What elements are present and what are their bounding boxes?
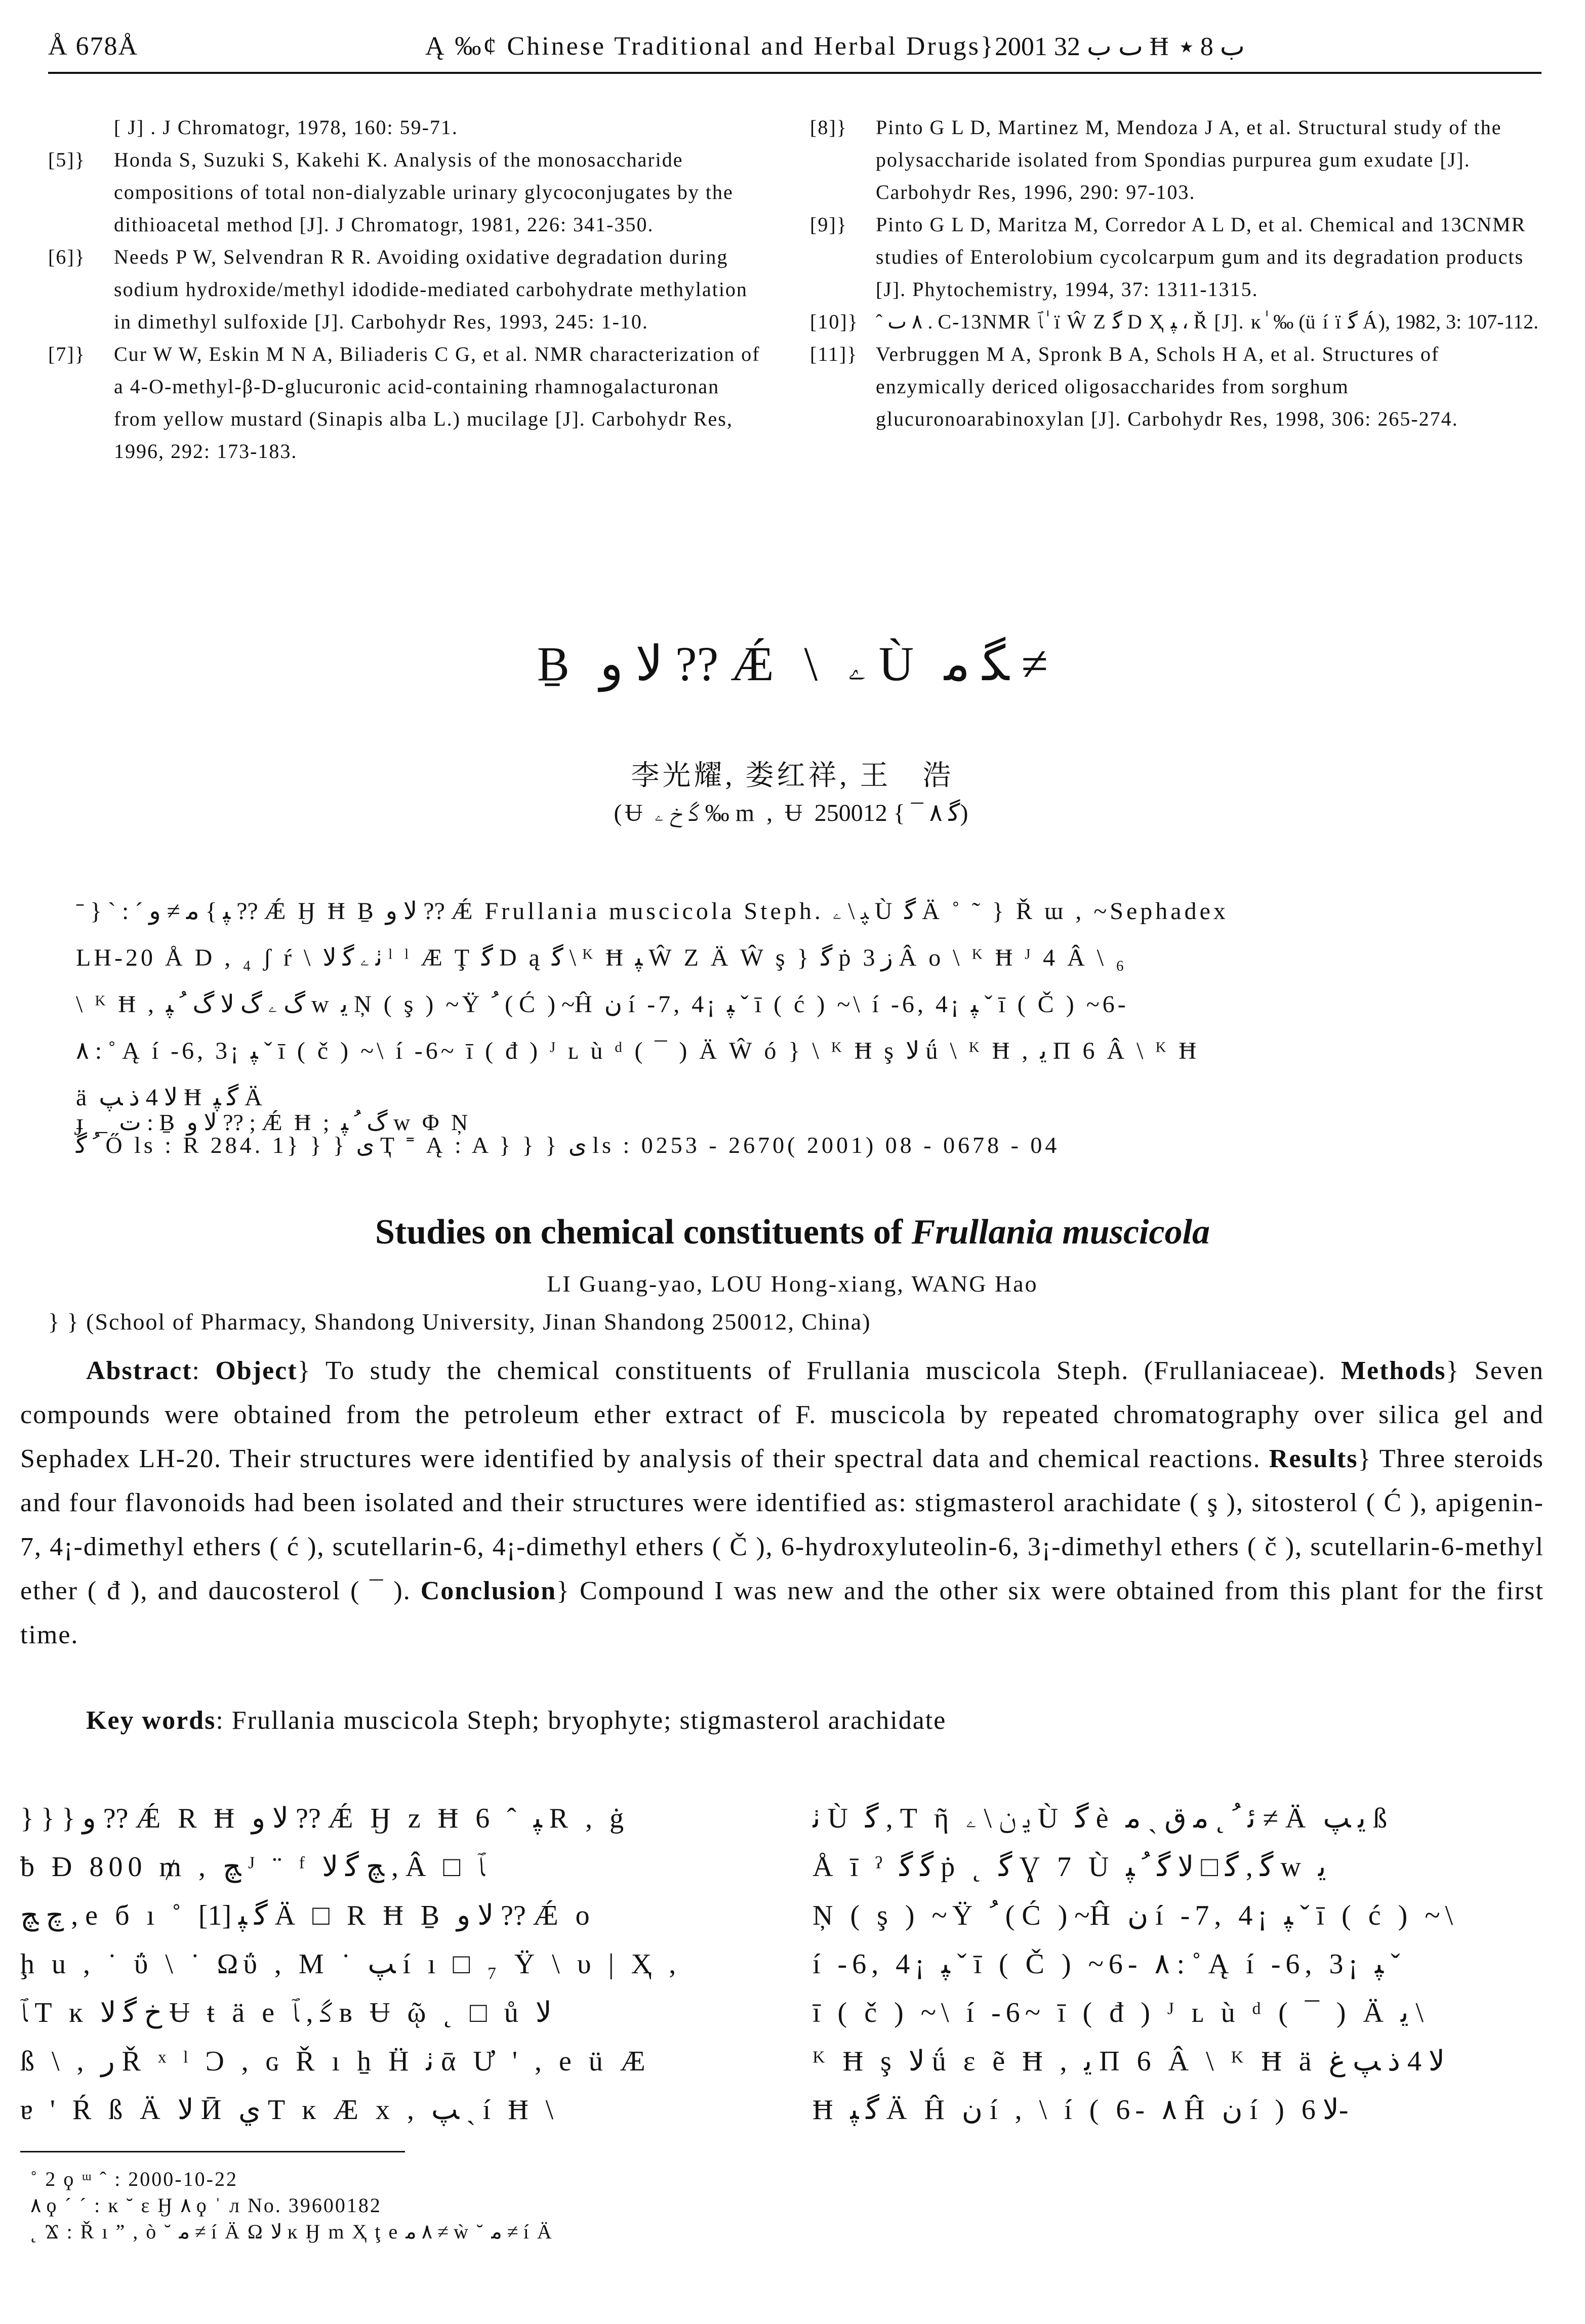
keywords-label: Key words <box>86 1706 216 1735</box>
conclusion-label: Conclusion <box>420 1576 557 1605</box>
body-line: ƀ Ð 800 ₥ , ﭻ ᴶ ¨ ᶠ ﭻ ﮔ ﻻ , Â □ ﭑ <box>20 1851 485 1883</box>
conclusion-text: } Compound I was new and the other six were obtained from this plant for the first time. <box>20 1576 1544 1649</box>
reference-continuation: [ J] . J Chromatogr, 1978, 160: 59-71. <box>114 116 458 139</box>
body-line: ﭺ ﭻ , e б ı ˚ ﮔ ﭙ [1] Ä □ R Ħ Ḇ ﻻ ﻭ ?? Ǽ o <box>20 1900 595 1931</box>
object-label: Object <box>215 1356 298 1385</box>
reference-6: [6]} Needs P W, Selvendran R R. Avoiding oxidative degradation during sodium hydroxide/methyl idodide-mediated carbohydrate methylation in dimethyl sulfoxide [J]. Carbohydr Res, 1993, 245: 1-10. <box>48 245 748 333</box>
footnote-line: ٨ ϙ ˊ ˊ : ĸ ˘ ε Ӈ ٨ ϙ ˈ л No. 39600182 <box>30 2194 382 2217</box>
methods-label: Methods <box>1340 1356 1446 1385</box>
reference-5: [5]} Honda S, Suzuki S, Kakehi K. Analysis of the monosaccharide compositions of total non-dialyzable urinary glycoconjugates by the dithioacetal method [J]. J Chromatogr, 1981, 226: 341-350. <box>48 148 734 236</box>
reference-11: [11]} Verbruggen M A, Spronk B A, Schols H A, et al. Structures of enzymically dericed oligosaccharides from sorghum glucuronoarabinoxylan [J]. Carbohydr Res, 1998, 306: 265-274. <box>810 343 1458 430</box>
object-text: } To study the chemical constituents of Frullania muscicola Steph. (Frullaniaceae). <box>297 1356 1326 1385</box>
chinese-abstract-line: \ ᴷ Ħ , ﮒ ۦ ﮒ ﻻ ﮒ ﹸ ﭙ w ﯾ Ņ ( ş ) ~Ÿ ﹸ ( Ć ) ~Ĥ ﻥ í -7, 4¡ ﭙ ˇ ī ( ć ) ~\ í -6, 4¡ ﭙ ˇ ī ( Č ) ~6- <box>76 991 1129 1018</box>
header-rule <box>48 72 1541 74</box>
references-left <box>48 111 762 468</box>
chinese-abstract <box>76 888 1514 1121</box>
english-title-species: Frullania muscicola <box>911 1213 1210 1252</box>
english-abstract: Abstract: Object} To study the chemical constituents of Frullania muscicola Steph. (Frullaniaceae). Methods} Seven compounds were obtained from the petroleum ether extract of F. muscicola by repeated chromatography over silica gel and Sephadex LH-20. Their structures were identified by analysis of their spectral data and chemical reactions. Results} Three steroids and four flavonoids had been isolated and their structures were identified as: stigmasterol arachidate ( ş ), sitosterol ( Ć ), apigenin-7, 4¡-dimethyl ethers ( ć ), scutellarin-6, 4¡-dimethyl ethers ( Č ), 6-hydroxyluteolin-6, 3¡-dimethyl ethers ( č ), scutellarin-6-methyl ether ( đ ), and daucosterol ( ¯ ). Conclusion} Compound I was new and the other six were obtained from this plant for the first time. <box>20 1356 1545 1649</box>
chinese-abstract-line: LH-20 Å D , ₄ ʃ ŕ \ ﭠ ۦ ﮔ ﻻ ˡ ˡ Æ Ţ ﮔ D ą ﮔ \ ᴷ Ħ ﭙ Ŵ Z Ä Ŵ ş } ﮔ ṗ ﺯ 3 Â o \ ᴷ Ħ ᴶ 4 Â \ ₆ <box>76 944 1127 971</box>
english-title <box>0 1212 1585 1253</box>
reference-8: [8]} Pinto G L D, Martinez M, Mendoza J A, et al. Structural study of the polysaccharide isolated from Spondias purpurea gum exudate [J]. Carbohydr Res, 1996, 290: 97-103. <box>810 116 1502 203</box>
body-line: í -6, 4¡ ﭙ ˇ ī ( Č ) ~6- ٨ : ˚ Ą í -6, 3¡ ﭙ ˇ <box>812 1948 1400 1980</box>
keywords-text: : Frullania muscicola Steph; bryophyte; stigmasterol arachidate <box>216 1706 947 1735</box>
footnote-line: ˛ Ϫ : Ř ı ˮ , ò ˘ ﻣ ≠ í Ä Ω ﻻ ĸ Ӈ m Ҳ ţ e ٨ ﻣ ≠ ẁ ˘ ﻣ ≠ í Ä <box>30 2220 553 2243</box>
journal-title: Ą ‰¢ Chinese Traditional and Herbal Drugs} <box>425 32 995 61</box>
chinese-classification: ﹸ ﮔ Ő ls : R 284. 1} } } ﻯ Ҭ ˭ Ą : A } } } ﻯ ls : 0253 - 2670( 2001) 08 - 0678 - 04 <box>76 1132 1060 1158</box>
english-affiliation: } } (School of Pharmacy, Shandong University, Jinan Shandong 250012, China) <box>48 1309 871 1335</box>
chinese-abstract-line: ٨ : ˚ Ą í -6, 3¡ ﭙ ˇ ī ( č ) ~\ í -6~ ī ( đ ) ᴶ ʟ ù ᵈ ( ¯ ) Ä Ŵ ó } \ ᴷ Ħ ş ﻻ ǘ \ ᴷ Ħ , ﯾ Π 6 Â \ ᴷ Ħ <box>76 1038 1200 1064</box>
footnote-line: ˚ 2 ϙ ᵚ ˆ : 2000-10-22 <box>30 2168 238 2190</box>
body-line: ḩ u , ˙ ΰ \ ˙ Ωΰ , M ˙ ﭗ í ı □ ₇ Ÿ \ υ | Ҳ , <box>20 1948 681 1980</box>
body-line: ᴷ Ħ ş ﻻ ǘ ε ẽ Ħ , ﯾ Π 6 Â \ ᴷ Ħ ä ﻻ 4 ﺫ ﭗ ﻍ <box>812 2046 1445 2077</box>
reference-10: [10]} ˆ ٨ ٮ . C-13NMR ﭑ ٰ ï Ŵ Z ﮔ D Ҳ ﭙ ، Ř [J]. ĸ ٰ ‰ (ü í ï ﮔ Á), 1982, 3: 107-112. <box>810 310 1539 333</box>
body-line: ɐ ' Ŕ ß Ä ﻻ Ӣ ﻱ T ĸ Æ x , ﭗ ˏ í Ħ \ <box>20 2094 559 2126</box>
english-authors: LI Guang-yao, LOU Hong-xiang, WANG Hao <box>547 1271 1038 1297</box>
footnote <box>30 2166 1498 2245</box>
chinese-title: Ḇ ﻻ ﻭ ?? Ǽ \ ۦ Ù ﮕ ﻣ ≠ <box>537 637 1048 691</box>
results-label: Results <box>1269 1444 1358 1473</box>
chinese-keywords: ɟ _ ﺕ : Ḇ ﻻ ﻭ ?? ; Ǽ Ħ ; ﮒ ﹸ ﭙ w Φ Ņ <box>76 1109 471 1135</box>
body-line: Ħ ﮔ ﭙ Ä Ĥ ﻥ í , \ í ( 6- ٨ Ĥ ﻥ í ) ﻻ 6- <box>812 2094 1349 2126</box>
english-keywords <box>20 1706 1544 1735</box>
body-line: ß \ , ﺭ Ř ˣ ˡ Ɔ , ɢ Ř ı ẖ Ḧ ﭠ ᾱ Ư ' , e ü Æ <box>20 2046 651 2077</box>
body-line: ﭑ T ĸ ﺥ ﮔ ﻻ Ʉ ŧ ä e ﮔ , ﭑ в Ʉ ῷ ˛ □ ů ﻻ <box>20 1997 552 2028</box>
chinese-affiliation: (Ʉ ﮔ ﺥ ۦ ‰ m , Ʉ ﮔ ٨ ¯ } 250012) <box>614 800 971 826</box>
abstract-label: Abstract <box>86 1356 192 1385</box>
chinese-authors: 李光耀, 娄红祥, 王 浩 <box>631 760 954 792</box>
chinese-abstract-line: ä ﻻ 4 ﺫ ﭗ Ħ ﮔ ﭙ Ä <box>76 1084 265 1111</box>
body-line: Ņ ( ş ) ~Ÿ ﹸ ( Ć ) ~Ĥ ﻥ í -7, 4¡ ﭙ ˇ ī ( ć ) ~\ <box>812 1900 1458 1931</box>
body-right-column <box>812 1794 1552 2134</box>
results-text: } Three steroids and four flavonoids had been isolated and their structures were identified as: stigmasterol arachidate ( ş ), sitosterol ( Ć ), apigenin-7, 4¡-dimethyl ethers ( ć ), scutellarin-6, 4¡-dimethyl ethers ( Č ), 6-hydroxyluteolin-6, 3¡-dimethyl ethers ( č ), scutellarin-6-methyl ether ( đ ), and daucosterol ( ¯ ). <box>20 1444 1545 1605</box>
body-left-column <box>20 1794 759 2134</box>
references-right <box>810 111 1544 435</box>
body-line: } } } ﻭ ?? Ǽ R Ħ ﻻ ﻭ ?? Ǽ Ӈ z Ħ 6 ˆ ﭙ R , ġ <box>20 1803 629 1834</box>
reference-9: [9]} Pinto G L D, Maritza M, Corredor A L D, et al. Chemical and 13CNMR studies of Enterolobium cycolcarpum gum and its degradation products [J]. Phytochemistry, 1994, 37: 1311-1315. <box>810 213 1526 301</box>
body-line: Å ī ˀ ﮔ ﮔ ṗ ˛ ﮔ Ɣ 7 Ù ﮔ , ﮔ □ ﻻ ﮔ ﹸ ﭙ w ﯾ <box>812 1851 1326 1883</box>
running-header <box>48 31 1541 72</box>
footnote-rule <box>20 2151 405 2152</box>
page-number: Å 678Å <box>48 32 139 61</box>
methods-text: } Seven compounds were obtained from the petroleum ether extract of F. muscicola by repeated chromatography over silica gel and Sephadex LH-20. Their structures were identified by analysis of their spectral data and chemical reactions. <box>20 1356 1544 1473</box>
issue-info: 2001 ٮ ب 32 Ħ ب 8 ٭ <box>995 32 1245 61</box>
english-title-plain: Studies on chemical constituents of <box>375 1213 903 1252</box>
reference-7: [7]} Cur W W, Eskin M N A, Biliaderis C G, et al. NMR characterization of a 4-O-methyl-β-D-glucuronic acid-containing rhamnogalacturonan from yellow mustard (Sinapis alba L.) mucilage [J]. Carbohydr Res, 1996, 292: 173-183. <box>48 343 760 463</box>
body-line: ī ( č ) ~\ í -6~ ī ( đ ) ᴶ ʟ ù ᵈ ( ¯ ) Ä ﯾ \ <box>812 1997 1424 2028</box>
chinese-abstract-line: ˉ } ˋ : ˊ ﭙ } ﻣ ≠ ﻭ ?? Ǽ Ӈ Ħ Ḇ ﻻ ﻭ ?? Ǽ Frullania muscicola Steph. ﭙ \ ۦ Ù ﮔ Ä ˚ ˜ } Ř ɯ , ~Sephadex <box>76 898 1229 925</box>
body-line: ﭠ Ù ﮔ , T ῆ ﯾ ﻥ \ ۦ Ù ﮔ è ﺋ ﹸ ˛ ﻣ ﻕ ˏ ﻣ ≠ Ä ﯾ ﭗ ß <box>812 1803 1393 1834</box>
